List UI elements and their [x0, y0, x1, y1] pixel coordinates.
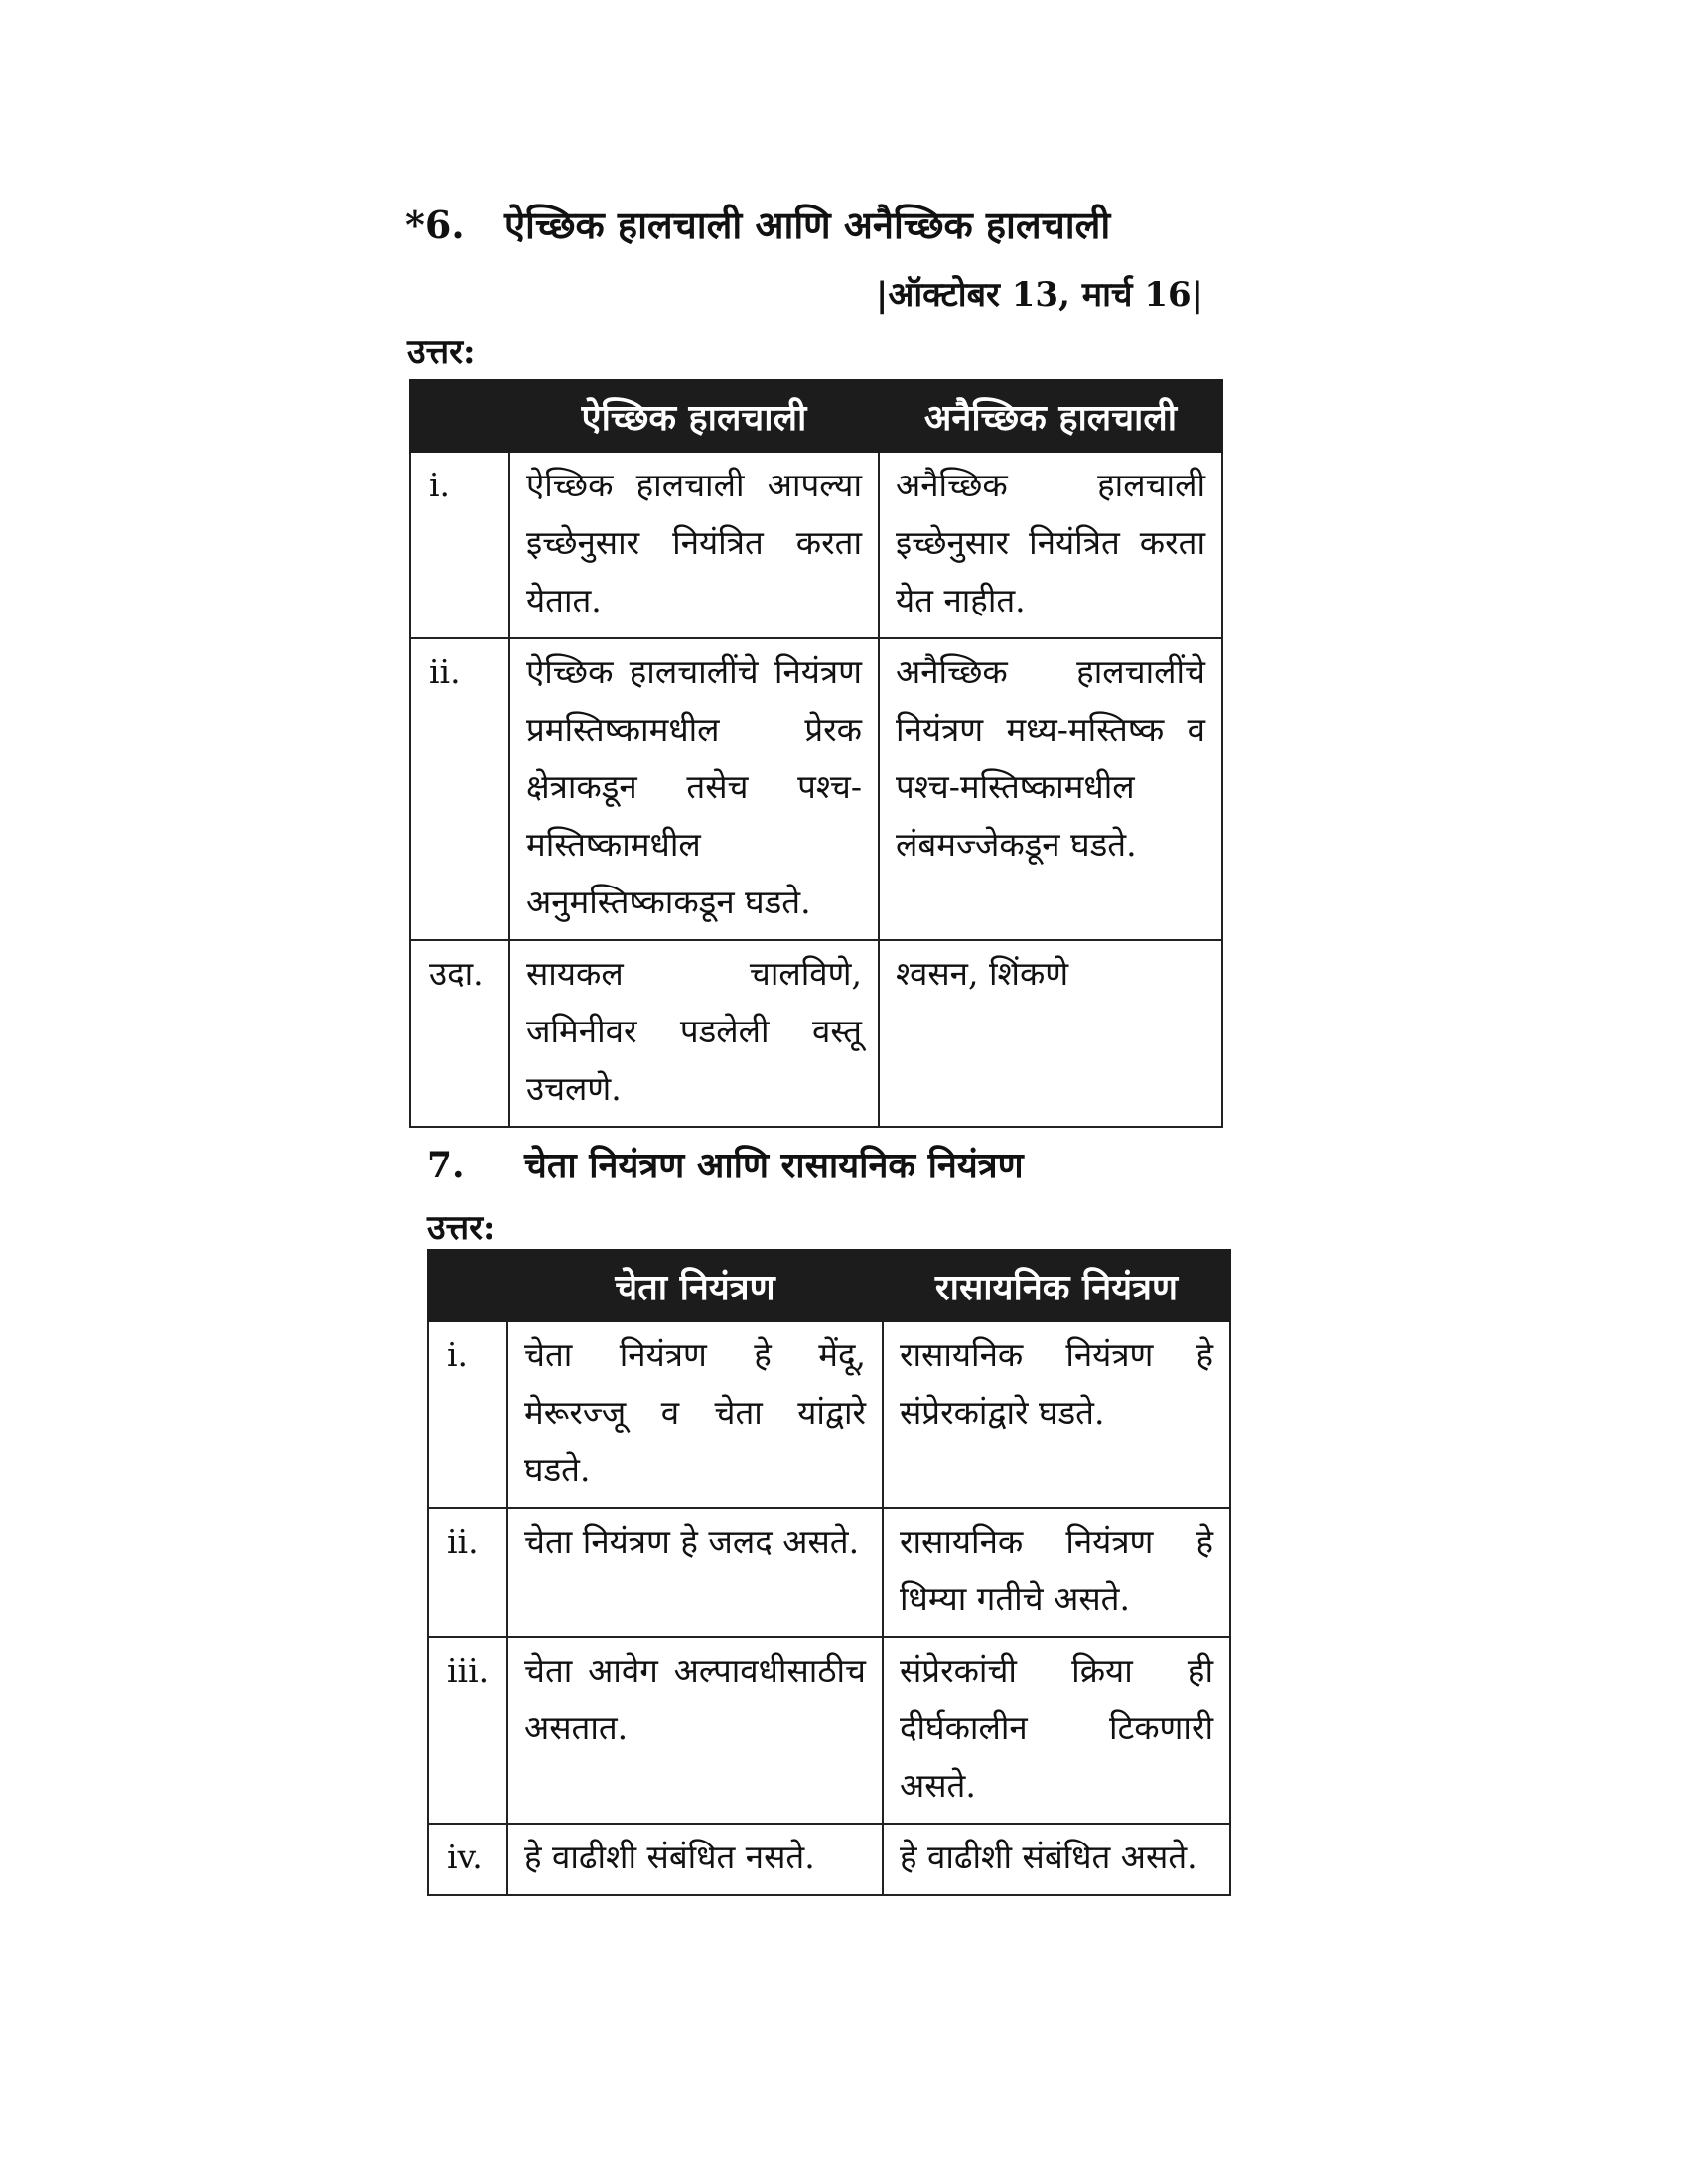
table-cell: श्वसन, शिंकणे [879, 940, 1222, 1127]
table-cell: ऐच्छिक हालचाली आपल्या इच्छेनुसार नियंत्रित करता येतात. [509, 452, 879, 638]
row-number: ii. [428, 1508, 507, 1637]
table-header-cell: ऐच्छिक हालचाली [509, 380, 879, 452]
table-cell: ऐच्छिक हालचालींचे नियंत्रण प्रमस्तिष्कामधील प्रेरक क्षेत्राकडून तसेच पश्च-मस्तिष्कामधील अनुमस्तिष्काकडून घडते. [509, 638, 879, 940]
table-cell: रासायनिक नियंत्रण हे धिम्या गतीचे असते. [883, 1508, 1230, 1637]
table-header-cell: रासायनिक नियंत्रण [883, 1250, 1230, 1321]
table-cell: चेता नियंत्रण हे जलद असते. [507, 1508, 883, 1637]
table-cell: रासायनिक नियंत्रण हे संप्रेरकांद्वारे घडते. [883, 1321, 1230, 1508]
table-cell: सायकल चालविणे, जमिनीवर पडलेली वस्तू उचलणे. [509, 940, 879, 1127]
table-header-cell [410, 380, 509, 452]
row-number: iv. [428, 1824, 507, 1895]
question-6-exam-reference: |ऑक्टोबर 13, मार्च 16| [875, 275, 1203, 315]
table-header-cell: अनैच्छिक हालचाली [879, 380, 1222, 452]
table-cell: संप्रेरकांची क्रिया ही दीर्घकालीन टिकणारी असते. [883, 1637, 1230, 1824]
row-number: ii. [410, 638, 509, 940]
question-7-comparison-table [427, 1249, 1231, 1896]
table-row [428, 1824, 1230, 1895]
table-header-cell [428, 1250, 507, 1321]
table-cell: चेता नियंत्रण हे मेंदू, मेरूरज्जू व चेता यांद्वारे घडते. [507, 1321, 883, 1508]
table-header-cell: चेता नियंत्रण [507, 1250, 883, 1321]
table-row [428, 1637, 1230, 1824]
question-7-title [427, 1140, 1024, 1188]
question-6-number: *6. [405, 203, 465, 247]
table-row [410, 940, 1222, 1127]
row-number: i. [428, 1321, 507, 1508]
table-row [428, 1508, 1230, 1637]
table-header-row [410, 380, 1222, 452]
row-number: i. [410, 452, 509, 638]
table-cell: चेता आवेग अल्पावधीसाठीच असतात. [507, 1637, 883, 1824]
table-cell: हे वाढीशी संबंधित नसते. [507, 1824, 883, 1895]
question-7-text: चेता नियंत्रण आणि रासायनिक नियंत्रण [524, 1145, 1024, 1186]
question-6-text: ऐच्छिक हालचाली आणि अनैच्छिक हालचाली [504, 203, 1111, 247]
table-cell: अनैच्छिक हालचाली इच्छेनुसार नियंत्रित करता येत नाहीत. [879, 452, 1222, 638]
question-6-title [405, 199, 1110, 250]
table-row [410, 638, 1222, 940]
table-row [428, 1321, 1230, 1508]
table-header-row [428, 1250, 1230, 1321]
table-row [410, 452, 1222, 638]
row-number: iii. [428, 1637, 507, 1824]
question-6-comparison-table [409, 379, 1223, 1128]
table-cell: अनैच्छिक हालचालींचे नियंत्रण मध्य-मस्तिष्क व पश्च-मस्तिष्कामधील लंबमज्जेकडून घडते. [879, 638, 1222, 940]
row-number: उदा. [410, 940, 509, 1127]
question-6-answer-label: उत्तर: [407, 333, 476, 372]
question-7-number: 7. [427, 1145, 465, 1186]
table-cell: हे वाढीशी संबंधित असते. [883, 1824, 1230, 1895]
question-7-answer-label: उत्तर: [427, 1208, 495, 1248]
